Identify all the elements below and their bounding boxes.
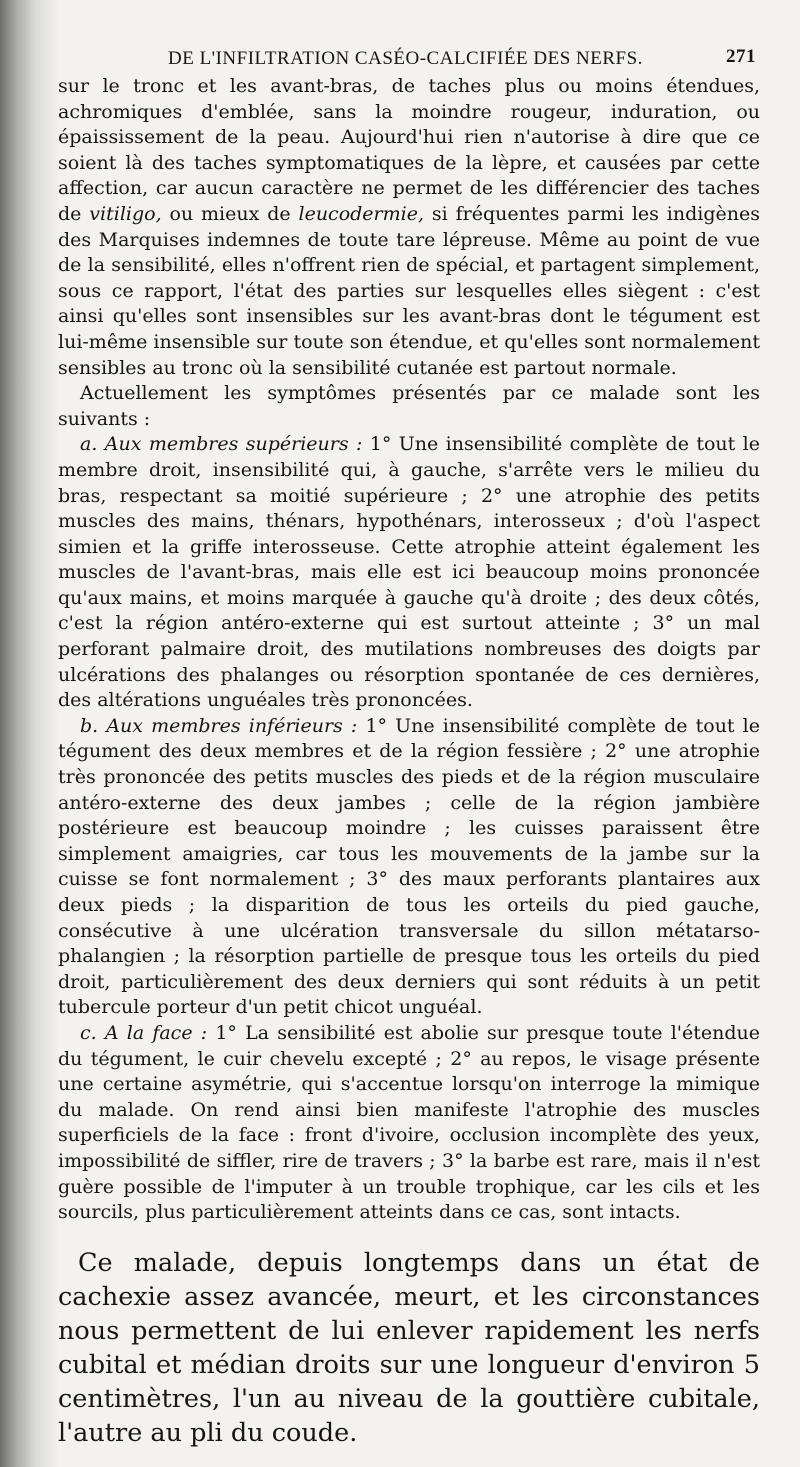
page-number: 271 xyxy=(726,46,756,67)
section-label-a: a. Aux membres supérieurs : xyxy=(80,433,363,456)
closing-paragraph: Ce malade, depuis longtemps dans un état de cachexie assez avancée, meurt, et les circonstances nous permettent de lui enlever rapidement les nerfs cubital et médian droits sur une longueur d'environ 5 centimètres, l'un au niveau de la gouttière cubitale, l'autre au pli du coude. xyxy=(58,1247,760,1448)
page-header xyxy=(58,34,760,74)
section-label-b: b. Aux membres inférieurs : xyxy=(80,714,358,737)
section-label-c: c. A la face : xyxy=(80,1021,208,1044)
paragraph-upper-limbs: a. Aux membres supérieurs : 1° Une insensibilité complète de tout le membre droit, insensibilité qui, à gauche, s'arrête vers le milieu du bras, respectant sa moitié supérieure ; 2° une atrophie des petits muscles des mains, thénars, hypothénars, interosseux ; d'où l'aspect simien et la griffe interosseuse. Cette atrophie atteint également les muscles de l'avant-bras, mais elle est ici beaucoup moins prononcée qu'aux mains, et moins marquée à gauche qu'à droite ; des deux côtés, c'est la région antéro-externe qui est surtout atteinte ; 3° un mal perforant palmaire droit, des mutilations nombreuses des doigts par ulcérations des phalanges ou résorption spontanée de ces dernières, des altérations unguéales très prononcées. xyxy=(58,433,760,712)
running-title: DE L'INFILTRATION CASÉO-CALCIFIÉE DES NERFS. xyxy=(168,48,643,69)
paragraph-face: c. A la face : 1° La sensibilité est abolie sur presque toute l'étendue du tégument, le cuir chevelu excepté ; 2° au repos, le visage présente une certaine asymétrie, qui s'accentue lorsqu'on interroge la mimique du malade. On rend ainsi bien manifeste l'atrophie des muscles superficiels de la face : front d'ivoire, occlusion incomplète des yeux, impossibilité de siffler, rire de travers ; 3° la barbe est rare, mais il n'est guère possible de l'imputer à un trouble trophique, car les cils et les sourcils, plus particulièrement atteints dans ce cas, sont intacts. xyxy=(58,1021,760,1224)
body-text xyxy=(58,74,760,1226)
paragraph-1: sur le tronc et les avant-bras, de taches plus ou moins étendues, achromiques d'emblée, sans la moindre rougeur, induration, ou épaississement de la peau. Aujourd'hui rien n'autorise à dire que ce soient là des taches symptomatiques de la lèpre, et causées par cette affection, car aucun caractère ne permet de les différencier des taches de vitiligo, ou mieux de leucodermie, si fréquentes parmi les indigènes des Marquises indemnes de toute tare lépreuse. Même au point de vue de la sensibilité, elles n'offrent rien de spécial, et partagent simplement, sous ce rapport, l'état des parties sur lesquelles elles siègent : c'est ainsi qu'elles sont insensibles sur les avant-bras dont le tégument est lui-même insensible sur toute son étendue, et qu'elles sont normalement sensibles au tronc où la sensibilité cutanée est partout normale. xyxy=(58,75,760,379)
book-binding-shadow xyxy=(0,0,60,1467)
paragraph-lower-limbs: b. Aux membres inférieurs : 1° Une insensibilité complète de tout le tégument des deux membres et de la région fessière ; 2° une atrophie très prononcée des petits muscles des pieds et de la région musculaire antéro-externe des deux jambes ; celle de la région jambière postérieure est beaucoup moindre ; les cuisses paraissent être simplement amaigries, car tous les mouvements de la jambe sur la cuisse se font normalement ; 3° des maux perforants plantaires aux deux pieds ; la disparition de tous les orteils du pied gauche, consécutive à une ulcération transversale du sillon métatarso-phalangien ; la résorption partielle de presque tous les orteils du pied droit, particulièrement des deux derniers qui sont réduits à un petit tubercule porteur d'un petit chicot unguéal. xyxy=(58,714,761,1019)
book-page xyxy=(58,34,760,1450)
paragraph-2: Actuellement les symptômes présentés par ce malade sont les suivants : xyxy=(58,382,760,430)
